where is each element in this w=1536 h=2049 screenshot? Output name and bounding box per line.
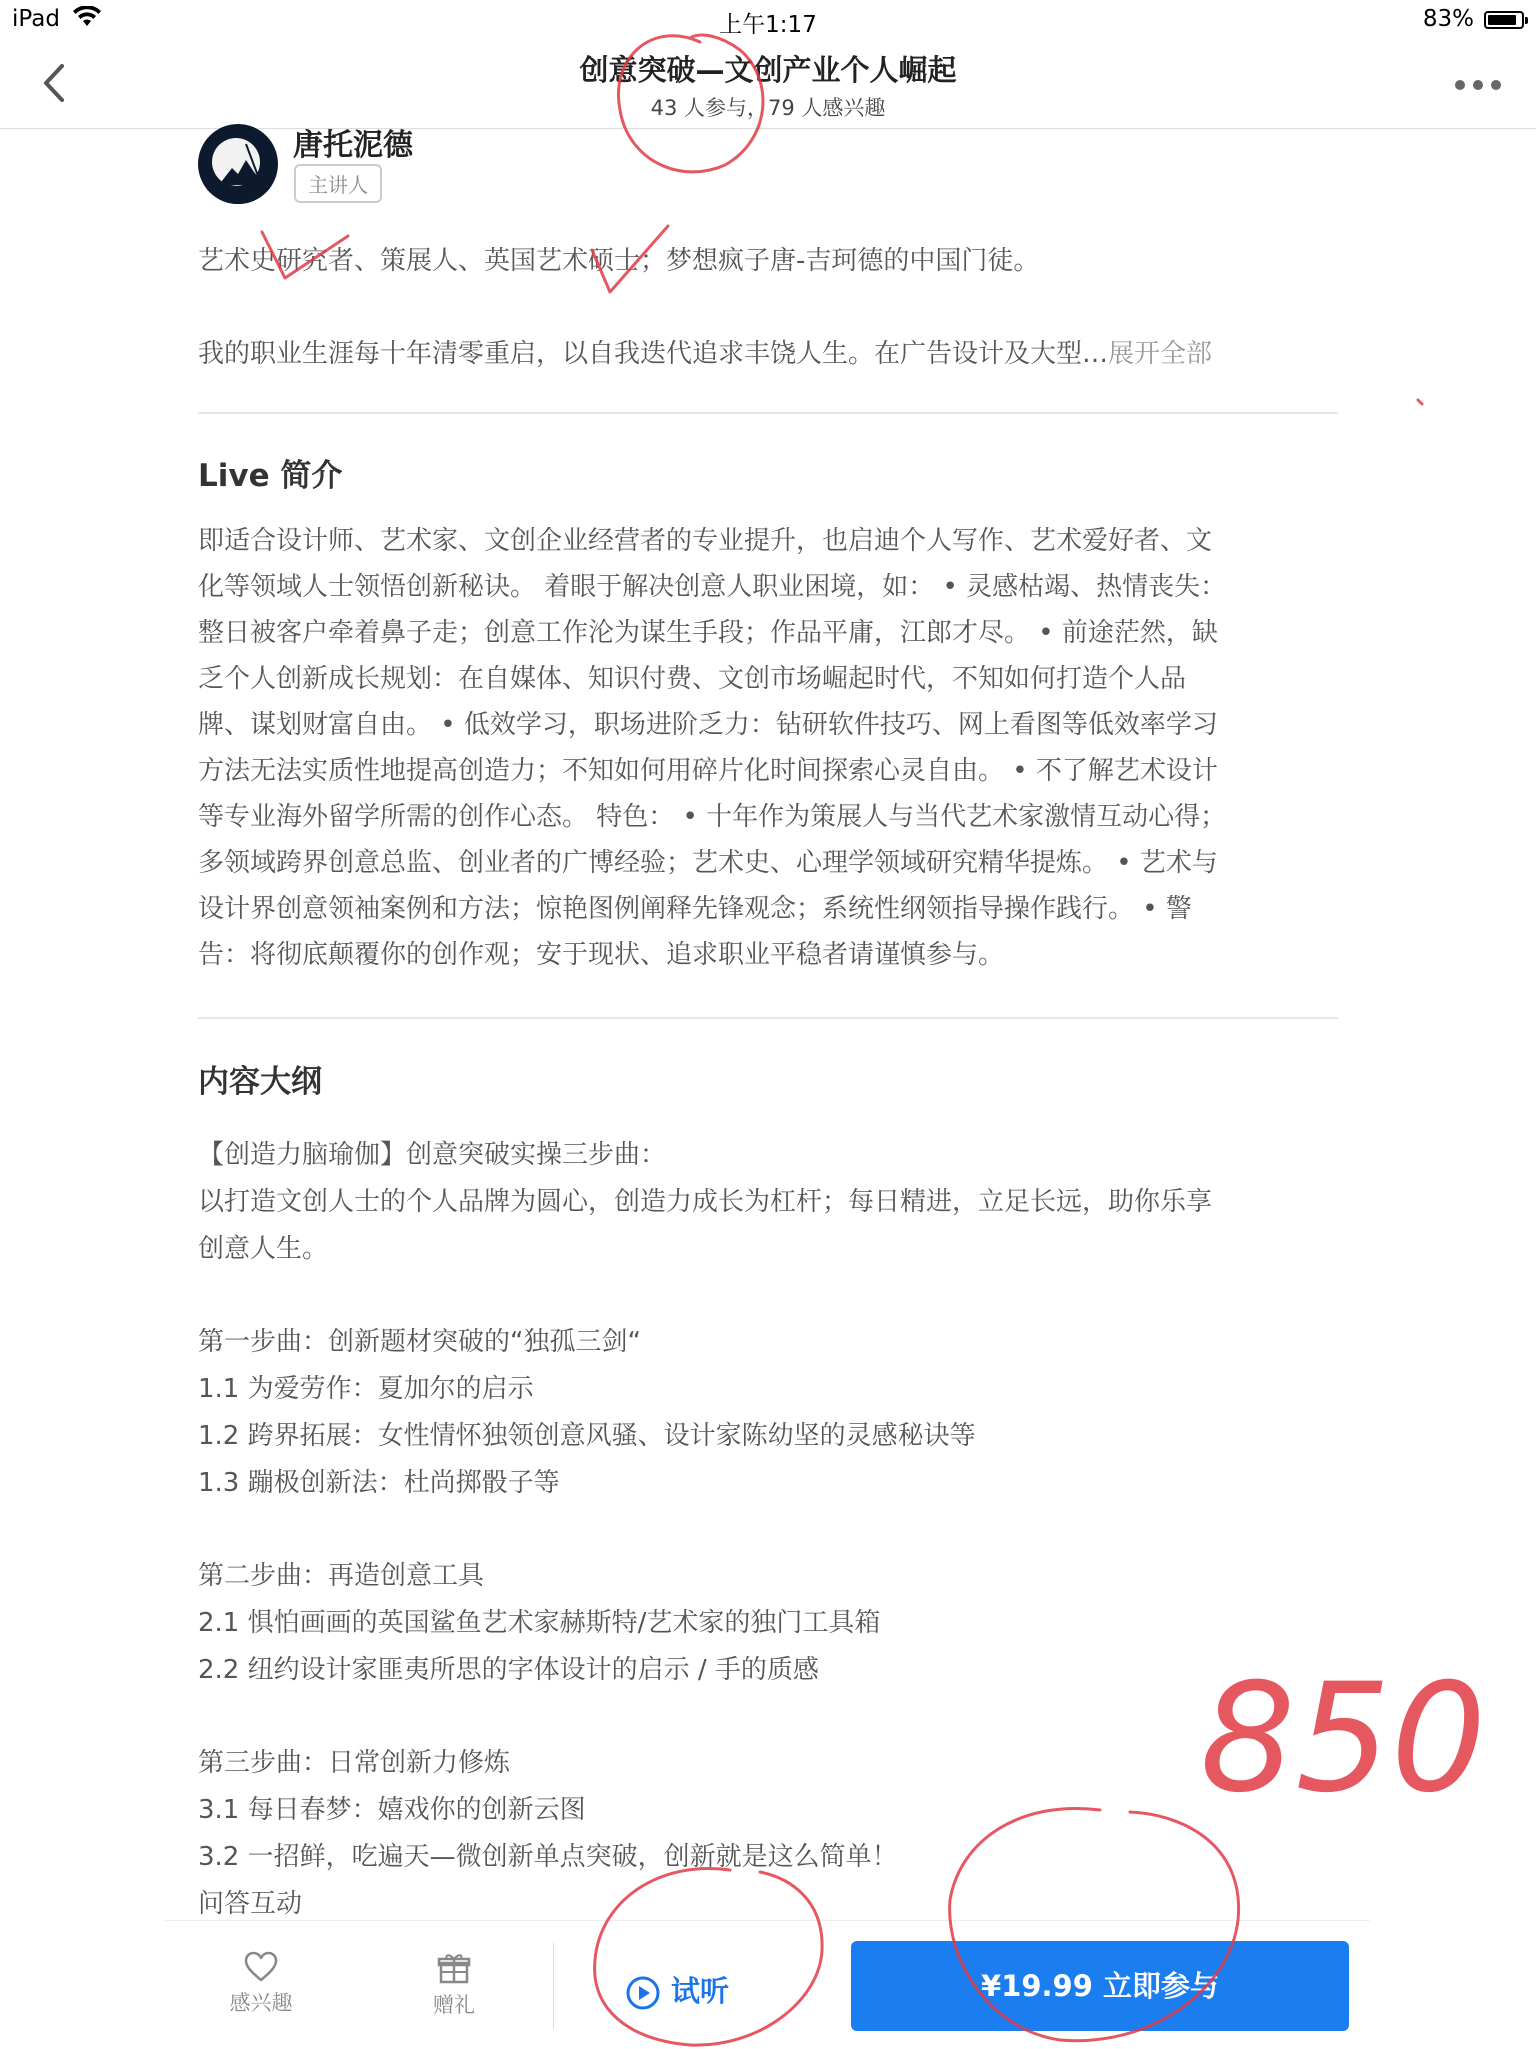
trial-listen-button[interactable] (625, 1969, 729, 2015)
divider (198, 1017, 1338, 1019)
outline-line: 2.1 惧怕画画的英国鲨鱼艺术家赫斯特/艺术家的独门工具箱 (198, 1608, 881, 1638)
trial-label: 试听 (671, 1974, 730, 2008)
outline-line: 1.2 跨界拓展：女性情怀独领创意风骚、设计家陈幼坚的灵感秘诀等 (198, 1421, 976, 1451)
more-button[interactable] (1450, 70, 1506, 100)
outline-line: 1.1 为爱劳作：夏加尔的启示 (198, 1374, 534, 1404)
buy-button[interactable]: ¥19.99 立即参与 (851, 1941, 1349, 2031)
participation-stats: 43 人参与，79 人感兴趣 (650, 96, 886, 120)
intro-line: 告：将彻底颠覆你的创作观；安于现状、追求职业平稳者请谨慎参与。 (198, 940, 1005, 970)
outline-line: 以打造文创人士的个人品牌为圆心，创造力成长为杠杆；每日精进，立足长远，助你乐享 (198, 1187, 1213, 1217)
intro-line: 化等领域人士领悟创新秘诀。 着眼于解决创意人职业困境，如： • 灵感枯竭、热情丧失： (198, 572, 1227, 602)
speaker-bio-text: 我的职业生涯每十年清零重启，以自我迭代追求丰饶人生。在广告设计及大型… (198, 339, 1109, 369)
divider (198, 412, 1338, 414)
outline-line: 创意人生。 (198, 1234, 329, 1264)
outline-line: 3.1 每日春梦：嬉戏你的创新云图 (198, 1795, 586, 1825)
speaker-bio (198, 333, 1212, 370)
battery-percentage: 83% (1422, 6, 1474, 32)
divider (553, 1943, 554, 2029)
avatar[interactable] (198, 124, 278, 204)
status-bar (0, 0, 1536, 40)
page-title: 创意突破—文创产业个人崛起 (579, 53, 957, 87)
outline-line: 第二步曲：再造创意工具 (198, 1561, 485, 1591)
speaker-title: 艺术史研究者、策展人、英国艺术硕士；梦想疯子唐-吉珂德的中国门徒。 (198, 246, 1040, 276)
gift-button[interactable] (394, 1951, 514, 2019)
intro-line: 乏个人创新成长规划：在自媒体、知识付费、文创市场崛起时代，不知如何打造个人品 (198, 664, 1187, 694)
outline-line: 1.3 蹦极创新法：杜尚掷骰子等 (198, 1468, 560, 1498)
intro-heading: Live 简介 (198, 458, 343, 494)
outline-line: 3.2 一招鲜，吃遍天—微创新单点突破，创新就是这么简单！ (198, 1842, 898, 1872)
intro-line: 整日被客户牵着鼻子走；创意工作沦为谋生手段；作品平庸，江郎才尽。 • 前途茫然，缺 (198, 618, 1218, 648)
gift-icon (437, 1951, 471, 1985)
intro-line: 方法无法实质性地提高创造力；不知如何用碎片化时间探索心灵自由。 • 不了解艺术设计 (198, 756, 1218, 786)
handwritten-note: 850 (1200, 1652, 1487, 1826)
intro-line: 即适合设计师、艺术家、文创企业经营者的专业提升，也启迪个人写作、艺术爱好者、文 (198, 526, 1213, 556)
outline-line: 【创造力脑瑜伽】创意突破实操三步曲： (198, 1140, 667, 1170)
interest-label: 感兴趣 (229, 1991, 293, 2015)
scribble-dot (1418, 400, 1422, 404)
intro-line: 等专业海外留学所需的创作心态。 特色： • 十年作为策展人与当代艺术家激情互动心得； (198, 802, 1227, 832)
speaker-name: 唐托泥德 (293, 128, 413, 163)
outline-line: 第三步曲：日常创新力修炼 (198, 1748, 511, 1778)
interest-button[interactable] (201, 1951, 321, 2017)
speaker-card[interactable] (198, 128, 798, 208)
intro-line: 设计界创意领袖案例和方法；惊艳图例阐释先锋观念；系统性纲领指导操作践行。 • 警 (198, 894, 1192, 924)
intro-text (198, 518, 1338, 978)
intro-line: 牌、谋划财富自由。 • 低效学习，职场进阶乏力：钻研软件技巧、网上看图等低效率学习 (198, 710, 1218, 740)
outline-line: 问答互动 (198, 1889, 303, 1919)
device-name: iPad (12, 6, 60, 32)
play-icon (625, 1975, 661, 2011)
gift-label: 赠礼 (433, 1993, 475, 2017)
intro-line: 多领域跨界创意总监、创业者的广博经验；艺术史、心理学领域研究精华提炼。 • 艺术与 (198, 848, 1218, 878)
nav-bar (0, 40, 1536, 129)
battery-icon (1484, 11, 1524, 29)
outline-line: 第一步曲：创新题材突破的“独孤三剑“ (198, 1327, 641, 1357)
clock: 上午1:17 (719, 12, 817, 38)
outline-heading: 内容大纲 (198, 1064, 322, 1100)
speaker-role-badge: 主讲人 (294, 164, 382, 203)
heart-icon (244, 1951, 278, 1983)
outline-line: 2.2 纽约设计家匪夷所思的字体设计的启示 / 手的质感 (198, 1655, 819, 1685)
more-icon (1450, 70, 1506, 100)
expand-all-link[interactable]: 展开全部 (1108, 339, 1213, 369)
bottom-action-bar (165, 1920, 1370, 2049)
